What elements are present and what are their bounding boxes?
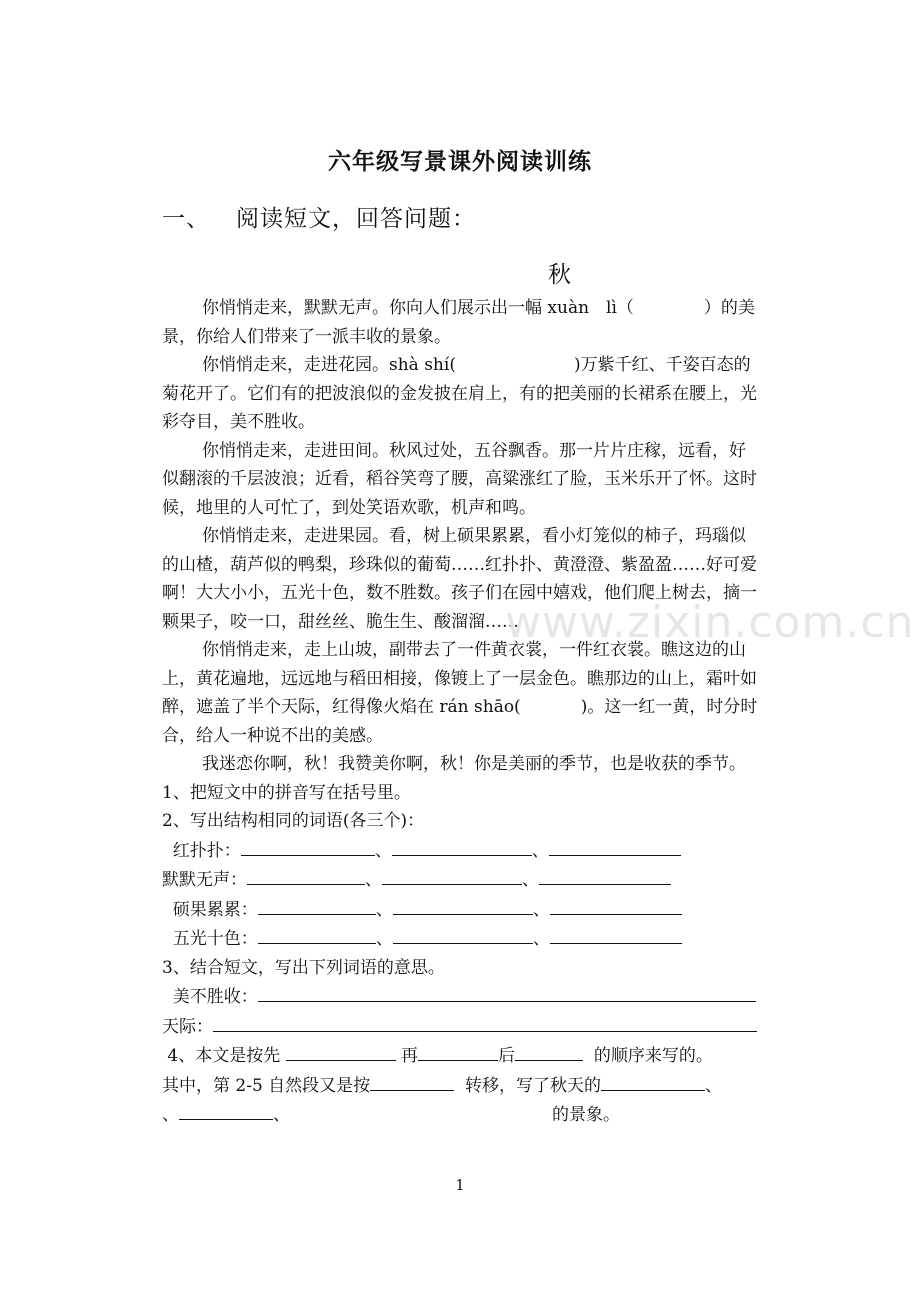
answer-blank[interactable] <box>550 924 682 944</box>
separator: 、 <box>705 1075 722 1096</box>
paragraph-text: 你悄悄走来，走进花园。shà shí( <box>202 355 456 375</box>
paragraph-text: 你悄悄走来，默默无声。你向人们展示出一幅 xuàn lì（ <box>202 298 634 318</box>
answer-blank[interactable] <box>258 982 756 1002</box>
answer-blank[interactable] <box>515 1041 583 1061</box>
question-text: 4、本文是按先 <box>162 1046 286 1066</box>
answer-blank[interactable] <box>213 1012 757 1032</box>
document-body <box>162 294 762 1130</box>
paragraph-6: 我迷恋你啊，秋！我赞美你啊，秋！你是美丽的季节，也是收获的季节。 <box>202 754 746 774</box>
question-2-row-3 <box>162 895 762 925</box>
section-number: 一、 <box>162 206 210 232</box>
separator: 、 <box>374 840 392 861</box>
row-label: 红扑扑： <box>162 840 241 861</box>
separator: 、 <box>375 899 393 920</box>
question-2-row-1 <box>162 836 762 866</box>
question-4-line-1 <box>162 1041 762 1071</box>
separator: 、 <box>532 899 550 920</box>
separator: 、 <box>531 840 549 861</box>
paragraph-4: 你悄悄走来，走进果园。看，树上硕果累累，看小灯笼似的柿子，玛瑙似的山楂，葫芦似的鸭梨，珍珠似的葡萄……红扑扑、黄澄澄、紫盈盈……好可爱啊！大大小小，五光十色，数不胜数。孩子们在园中嬉戏，他们爬上树去，摘一颗果子，咬一口，甜丝丝、脆生生、酸溜溜…… <box>162 526 757 632</box>
answer-blank[interactable] <box>286 1041 396 1061</box>
question-3: 3、结合短文，写出下列词语的意思。 <box>162 957 445 978</box>
page-number: 1 <box>455 1176 465 1194</box>
answer-blank[interactable] <box>382 865 522 885</box>
row-label: 默默无声： <box>162 870 247 890</box>
paragraph-1 <box>162 294 762 351</box>
question-4-line-3 <box>162 1100 762 1130</box>
separator: 、 <box>532 929 550 949</box>
answer-blank[interactable] <box>549 836 681 856</box>
row-label: 天际： <box>162 1016 213 1037</box>
paragraph-text: )万紫千红、千姿百态的菊花开了。它们有的把波浪似的金发披在肩上，有的把美丽的长裙系在腰上，光彩夺目，美不胜收。 <box>162 355 757 432</box>
separator: 、 <box>162 1105 179 1125</box>
answer-blank[interactable] <box>393 924 533 944</box>
answer-blank[interactable] <box>370 1071 454 1091</box>
row-label: 硕果累累： <box>162 899 258 920</box>
question-text: 转移，写了秋天的 <box>454 1075 601 1096</box>
answer-blank[interactable] <box>539 865 671 885</box>
question-text: 的景象。 <box>552 1105 620 1125</box>
separator: 、 <box>365 870 382 890</box>
question-3-row-1 <box>162 982 762 1012</box>
question-1: 1、把短文中的拼音写在括号里。 <box>162 782 411 803</box>
document-title: 六年级写景课外阅读训练 <box>328 148 592 175</box>
question-2-row-4 <box>162 924 762 954</box>
question-3-row-2 <box>162 1012 762 1042</box>
separator: 、 <box>375 929 393 949</box>
answer-blank[interactable] <box>258 895 376 915</box>
separator: 、 <box>273 1105 290 1125</box>
answer-blank[interactable] <box>418 1041 498 1061</box>
paragraph-2 <box>162 351 762 437</box>
question-2: 2、写出结构相同的词语(各三个)： <box>162 811 425 831</box>
watermark: www.zixin.com.cn <box>505 597 915 648</box>
paragraph-text: ）的美景，你给人们带来了一派丰收的景象。 <box>162 298 755 347</box>
answer-blank[interactable] <box>247 865 365 885</box>
paragraph-3: 你悄悄走来，走进田间。秋风过处，五谷飘香。那一片片庄稼，远看，好似翻滚的千层波浪；近看，稻谷笑弯了腰，高粱涨红了脸，玉米乐开了怀。这时候，地里的人可忙了，到处笑语欢歌，机声和鸣。 <box>162 440 757 518</box>
question-text: 再 <box>395 1046 419 1066</box>
paragraph-text: )。这一红一黄，时分时合，给人一种说不出的美感。 <box>162 697 758 746</box>
row-label: 五光十色： <box>162 929 258 949</box>
question-4-line-2 <box>162 1071 762 1101</box>
paragraph-text: 你悄悄走来，走上山坡，副带去了一件黄衣裳，一件红衣裳。瞧这边的山上，黄花遍地，远远地与稻田相接，像镀上了一层金色。瞧那边的山上，霜叶如醉，遮盖了半个天际，红得像火焰在 rán shāo( <box>162 640 757 717</box>
answer-blank[interactable] <box>179 1100 273 1120</box>
section-heading <box>162 200 476 233</box>
question-text: 其中，第 2-5 自然段又是按 <box>162 1075 371 1096</box>
poem-title: 秋 <box>548 262 571 288</box>
section-title: 阅读短文，回答问题： <box>236 206 476 232</box>
answer-blank[interactable] <box>601 1071 705 1091</box>
row-label: 美不胜收： <box>162 987 258 1007</box>
answer-blank[interactable] <box>393 895 533 915</box>
answer-blank[interactable] <box>550 895 682 915</box>
separator: 、 <box>522 870 539 890</box>
paragraph-5 <box>162 636 762 750</box>
answer-blank[interactable] <box>392 836 532 856</box>
answer-blank[interactable] <box>258 924 376 944</box>
question-text: 的顺序来写的。 <box>583 1046 713 1066</box>
question-2-row-2 <box>162 865 762 895</box>
question-text: 后 <box>498 1046 516 1066</box>
answer-blank[interactable] <box>241 836 375 856</box>
